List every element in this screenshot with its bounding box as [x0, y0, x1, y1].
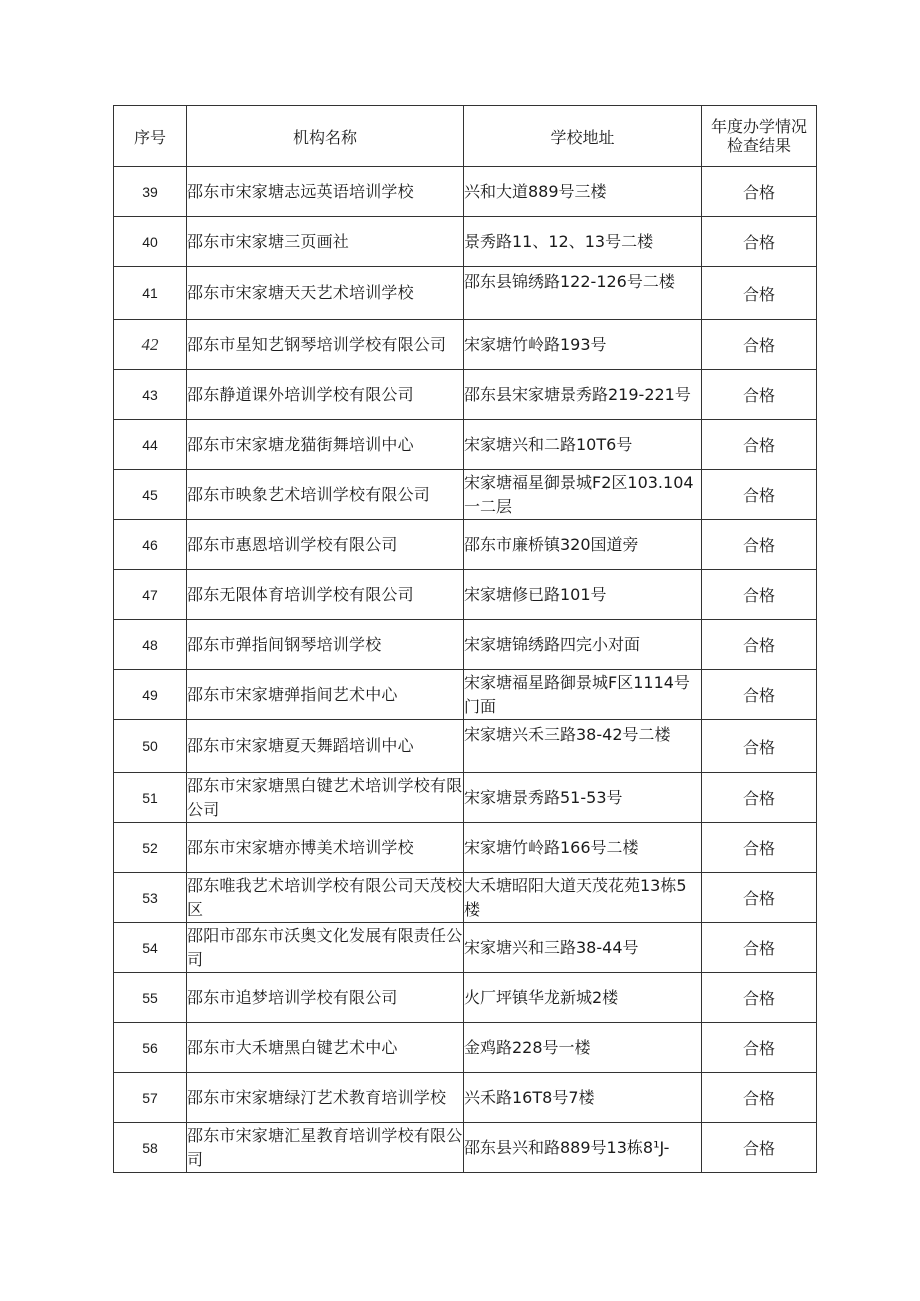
row-number: 45 [114, 470, 187, 520]
school-address: 宋家塘福星御景城F2区103.104一二层 [464, 470, 702, 520]
row-number: 50 [114, 720, 187, 773]
row-number: 49 [114, 670, 187, 720]
institution-name: 邵东市追梦培训学校有限公司 [187, 973, 464, 1023]
school-address: 宋家塘景秀路51-53号 [464, 773, 702, 823]
inspection-result: 合格 [702, 420, 817, 470]
institution-name: 邵东市宋家塘志远英语培训学校 [187, 167, 464, 217]
school-address: 火厂坪镇华龙新城2楼 [464, 973, 702, 1023]
table-row [114, 923, 817, 973]
institution-name: 邵东无限体育培训学校有限公司 [187, 570, 464, 620]
school-address: 宋家塘修已路101号 [464, 570, 702, 620]
school-address: 宋家塘兴禾三路38-42号二楼 [464, 720, 702, 773]
inspection-results-table [113, 105, 817, 1173]
inspection-result: 合格 [702, 620, 817, 670]
table-row [114, 420, 817, 470]
inspection-result: 合格 [702, 1073, 817, 1123]
institution-name: 邵东市弹指间钢琴培训学校 [187, 620, 464, 670]
institution-name: 邵东市宋家塘三页画社 [187, 217, 464, 267]
inspection-result: 合格 [702, 570, 817, 620]
table-row [114, 570, 817, 620]
institution-name: 邵东市星知艺钢琴培训学校有限公司 [187, 320, 464, 370]
inspection-result: 合格 [702, 1123, 817, 1173]
school-address: 邵东县兴和路889号13栋8¹J- [464, 1123, 702, 1173]
table-row [114, 1123, 817, 1173]
row-number: 43 [114, 370, 187, 420]
inspection-result: 合格 [702, 370, 817, 420]
row-number: 53 [114, 873, 187, 923]
inspection-result: 合格 [702, 320, 817, 370]
institution-name: 邵东市宋家塘夏天舞蹈培训中心 [187, 720, 464, 773]
school-address: 宋家塘锦绣路四完小对面 [464, 620, 702, 670]
school-address: 大禾塘昭阳大道天茂花苑13栋5楼 [464, 873, 702, 923]
header-no: 序号 [114, 106, 187, 167]
inspection-result: 合格 [702, 217, 817, 267]
table-row [114, 370, 817, 420]
table-row [114, 167, 817, 217]
table-row [114, 620, 817, 670]
table-row [114, 670, 817, 720]
header-result-line2: 检查结果 [726, 136, 791, 155]
inspection-result: 合格 [702, 167, 817, 217]
table-row [114, 267, 817, 320]
institution-name: 邵东静道课外培训学校有限公司 [187, 370, 464, 420]
institution-name: 邵东市宋家塘绿汀艺术教育培训学校 [187, 1073, 464, 1123]
school-address: 宋家塘竹岭路193号 [464, 320, 702, 370]
school-address: 邵东市廉桥镇320国道旁 [464, 520, 702, 570]
school-address: 邵东县宋家塘景秀路219-221号 [464, 370, 702, 420]
row-number: 41 [114, 267, 187, 320]
table-row [114, 823, 817, 873]
table-row [114, 973, 817, 1023]
row-number: 39 [114, 167, 187, 217]
institution-name: 邵东市宋家塘黑白键艺术培训学校有限公司 [187, 773, 464, 823]
school-address: 兴和大道889号三楼 [464, 167, 702, 217]
row-number: 54 [114, 923, 187, 973]
school-address: 兴禾路16T8号7楼 [464, 1073, 702, 1123]
school-address: 金鸡路228号一楼 [464, 1023, 702, 1073]
school-address: 景秀路11、12、13号二楼 [464, 217, 702, 267]
inspection-result: 合格 [702, 720, 817, 773]
table-row [114, 470, 817, 520]
inspection-result: 合格 [702, 520, 817, 570]
institution-name: 邵东唯我艺术培训学校有限公司天茂校区 [187, 873, 464, 923]
row-number: 51 [114, 773, 187, 823]
row-number: 44 [114, 420, 187, 470]
header-name: 机构名称 [187, 106, 464, 167]
table-row [114, 217, 817, 267]
school-address: 宋家塘兴和二路10T6号 [464, 420, 702, 470]
institution-name: 邵东市映象艺术培训学校有限公司 [187, 470, 464, 520]
row-number: 40 [114, 217, 187, 267]
institution-name: 邵东市宋家塘亦博美术培训学校 [187, 823, 464, 873]
row-number: 46 [114, 520, 187, 570]
school-address: 宋家塘竹岭路166号二楼 [464, 823, 702, 873]
inspection-result: 合格 [702, 470, 817, 520]
header-address: 学校地址 [464, 106, 702, 167]
school-address: 邵东县锦绣路122-126号二楼 [464, 267, 702, 320]
institution-name: 邵东市宋家塘汇星教育培训学校有限公司 [187, 1123, 464, 1173]
institution-name: 邵东市宋家塘弹指间艺术中心 [187, 670, 464, 720]
inspection-result: 合格 [702, 773, 817, 823]
row-number: 56 [114, 1023, 187, 1073]
row-number: 58 [114, 1123, 187, 1173]
school-address: 宋家塘福星路御景城F区1114号门面 [464, 670, 702, 720]
inspection-result: 合格 [702, 973, 817, 1023]
table-row [114, 520, 817, 570]
table-header-row [114, 106, 817, 167]
table-row [114, 873, 817, 923]
inspection-result: 合格 [702, 873, 817, 923]
school-address: 宋家塘兴和三路38-44号 [464, 923, 702, 973]
institution-name: 邵东市大禾塘黑白键艺术中心 [187, 1023, 464, 1073]
table-row [114, 1023, 817, 1073]
row-number: 48 [114, 620, 187, 670]
row-number: 57 [114, 1073, 187, 1123]
table-row [114, 320, 817, 370]
row-number: 42 [114, 320, 187, 370]
table-row [114, 720, 817, 773]
header-result [702, 106, 817, 167]
institution-name: 邵东市宋家塘天天艺术培训学校 [187, 267, 464, 320]
institution-name: 邵东市惠恩培训学校有限公司 [187, 520, 464, 570]
inspection-result: 合格 [702, 923, 817, 973]
inspection-result: 合格 [702, 670, 817, 720]
header-result-line1: 年度办学情况 [710, 117, 807, 136]
institution-name: 邵东市宋家塘龙猫街舞培训中心 [187, 420, 464, 470]
inspection-result: 合格 [702, 267, 817, 320]
row-number: 52 [114, 823, 187, 873]
inspection-result: 合格 [702, 823, 817, 873]
row-number: 55 [114, 973, 187, 1023]
inspection-result: 合格 [702, 1023, 817, 1073]
table-row [114, 773, 817, 823]
institution-name: 邵阳市邵东市沃奥文化发展有限责任公司 [187, 923, 464, 973]
row-number: 47 [114, 570, 187, 620]
table-row [114, 1073, 817, 1123]
